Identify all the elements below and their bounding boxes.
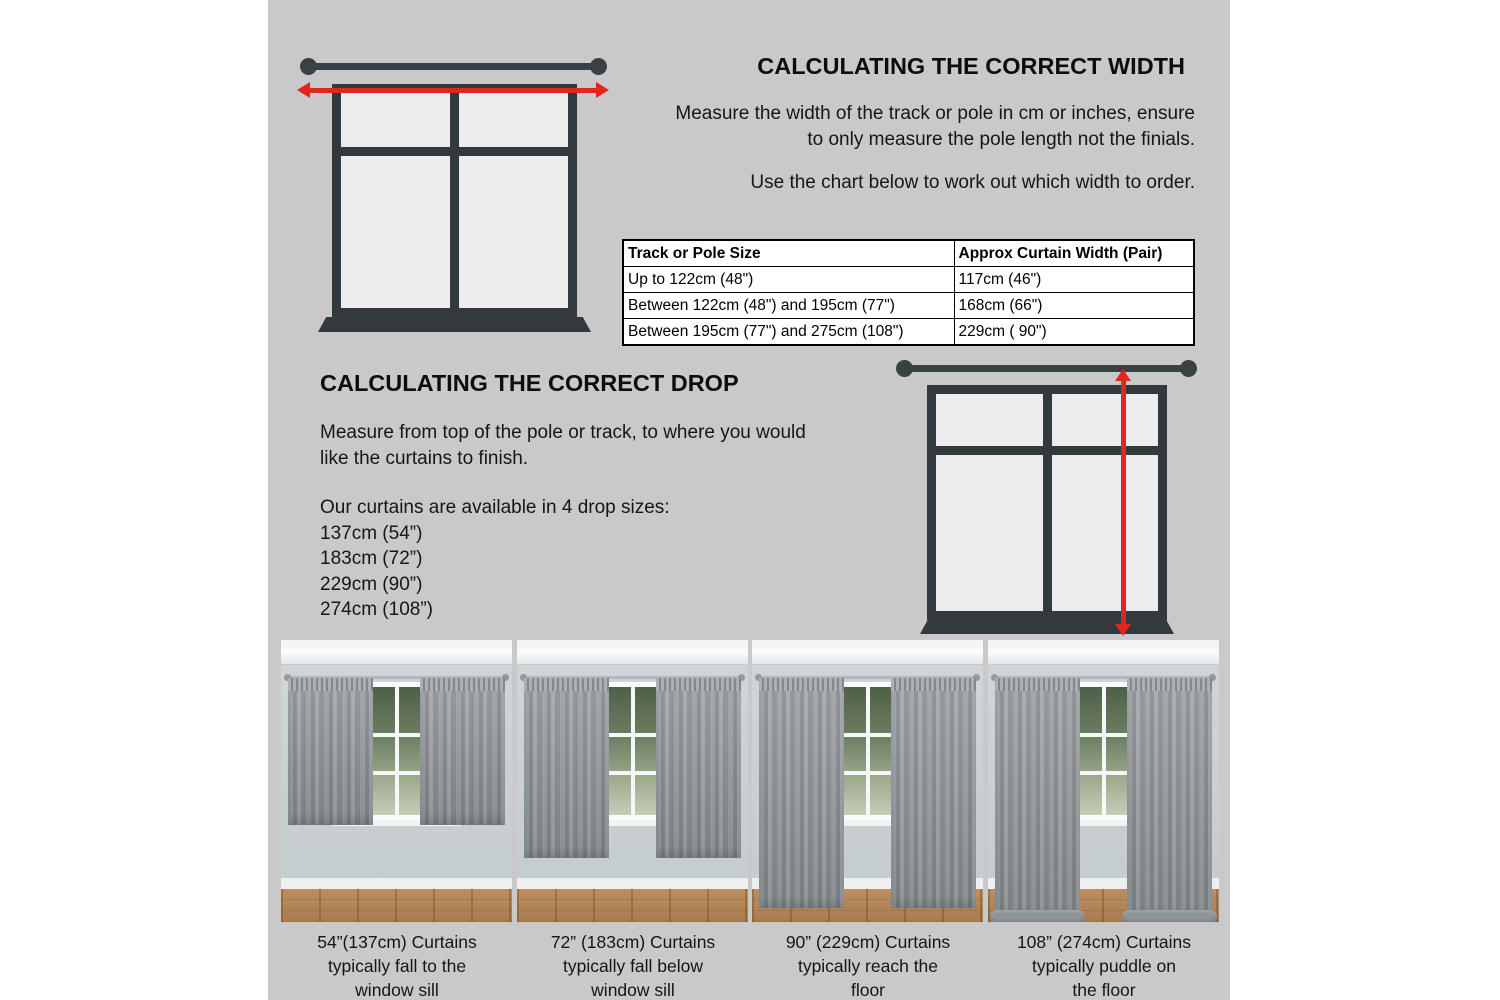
photo-ceiling — [281, 640, 512, 649]
pole-finial-icon — [300, 58, 317, 75]
table-cell: 117cm (46") — [954, 267, 1194, 293]
photo-ceiling — [517, 640, 748, 649]
pole-finial-icon — [590, 58, 607, 75]
curtain-left — [524, 678, 609, 858]
table-cell: Between 122cm (48") and 195cm (77") — [623, 293, 954, 319]
photo-skirting — [517, 878, 748, 889]
table-header-row — [623, 240, 1194, 267]
photo-caption-108in — [984, 930, 1224, 1000]
photo-ceiling — [988, 640, 1219, 649]
caption-line: 90” (229cm) Curtains — [785, 932, 951, 952]
curtain-pole-icon — [309, 63, 598, 70]
caption-line: typically fall to the — [327, 956, 467, 976]
table-row — [623, 267, 1194, 293]
photo-cornice — [752, 649, 983, 665]
caption-line: typically reach the — [797, 956, 939, 976]
photo-caption-54in — [277, 930, 517, 1000]
table-cell: Between 195cm (77") and 275cm (108") — [623, 319, 954, 346]
window-pane — [341, 156, 450, 308]
caption-line: typically fall below — [562, 956, 704, 976]
window-pane — [936, 455, 1043, 611]
drop-para-line: like the curtains to finish. — [320, 447, 529, 469]
photo-curtain-108in — [988, 640, 1219, 922]
curtain-left — [995, 678, 1080, 918]
caption-line: window sill — [591, 980, 675, 1000]
window-pane — [1052, 394, 1159, 446]
window-sill — [920, 620, 1174, 634]
window-pane — [341, 93, 450, 147]
photo-cornice — [988, 649, 1219, 665]
width-para-line: Use the chart below to work out which width to order. — [750, 172, 1195, 193]
photo-curtain-90in — [752, 640, 983, 922]
window-diagram-width — [332, 84, 577, 317]
curtain-pole-icon — [905, 365, 1188, 372]
curtain-right — [1127, 678, 1212, 918]
curtain-right — [656, 678, 741, 858]
curtain-left — [288, 678, 373, 825]
table-row — [623, 319, 1194, 346]
curtain-left — [759, 678, 844, 908]
photo-curtain-72in — [517, 640, 748, 922]
drop-size-item: 274cm (108”) — [320, 599, 433, 620]
caption-line: 108” (274cm) Curtains — [1016, 932, 1192, 952]
drop-measure-arrow-icon — [1121, 381, 1126, 624]
width-chart-table — [622, 239, 1195, 346]
curtain-right — [420, 678, 505, 825]
drop-size-item: 183cm (72”) — [320, 548, 423, 569]
pole-finial-icon — [896, 360, 913, 377]
photo-caption-72in — [513, 930, 753, 1000]
drop-size-item: 137cm (54”) — [320, 522, 423, 544]
drop-section-title: CALCULATING THE CORRECT DROP — [320, 370, 739, 396]
window-sill — [318, 317, 591, 332]
table-header-cell: Approx Curtain Width (Pair) — [954, 240, 1194, 267]
window-diagram-drop — [927, 385, 1167, 620]
width-measure-arrow-icon — [310, 88, 596, 93]
caption-line: the floor — [1072, 980, 1136, 1000]
photo-caption-90in — [748, 930, 988, 1000]
table-row — [623, 293, 1194, 319]
caption-line: window sill — [355, 980, 439, 1000]
width-para-line: Measure the width of the track or pole in cm or inches, ensure — [675, 103, 1195, 124]
width-section-text — [600, 101, 1195, 196]
caption-line: typically puddle on — [1032, 956, 1176, 976]
window-pane — [459, 93, 568, 147]
drop-size-item: 229cm (90”) — [320, 573, 423, 595]
photo-cornice — [517, 649, 748, 665]
drop-section-text — [320, 420, 806, 623]
table-cell: Up to 122cm (48") — [623, 267, 954, 293]
table-cell: 168cm (66") — [954, 293, 1194, 319]
photo-skirting — [281, 878, 512, 889]
width-section-title: CALCULATING THE CORRECT WIDTH — [757, 53, 1185, 79]
window-pane — [459, 156, 568, 308]
photo-ceiling — [752, 640, 983, 649]
caption-line: 54”(137cm) Curtains — [317, 932, 477, 952]
photo-wood-floor — [281, 889, 512, 922]
photo-wood-floor — [517, 889, 748, 922]
table-cell: 229cm ( 90") — [954, 319, 1194, 346]
photo-cornice — [281, 649, 512, 665]
table-header-cell: Track or Pole Size — [623, 240, 954, 267]
pole-finial-icon — [1180, 360, 1197, 377]
drop-sizes-intro: Our curtains are available in 4 drop sizes: — [320, 497, 670, 518]
window-pane — [1052, 455, 1159, 611]
caption-line: 72” (183cm) Curtains — [550, 932, 716, 952]
photo-curtain-54in — [281, 640, 512, 922]
caption-line: floor — [850, 980, 886, 1000]
curtain-right — [891, 678, 976, 908]
drop-para-line: Measure from top of the pole or track, to where you would — [320, 422, 806, 443]
window-pane — [936, 394, 1043, 446]
width-para-line: to only measure the pole length not the finials. — [807, 128, 1195, 150]
